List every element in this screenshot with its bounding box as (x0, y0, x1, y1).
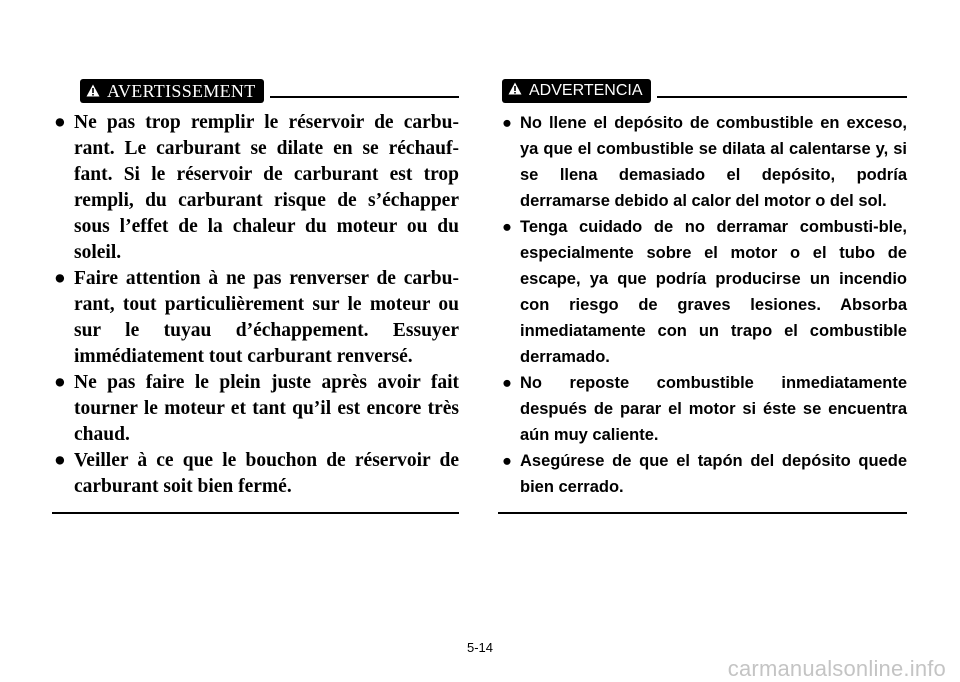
bullet: ● (502, 374, 512, 392)
bullet: ● (502, 114, 512, 132)
warning-badge-french (80, 79, 264, 103)
warning-item-text: Ne pas trop remplir le réservoir de carbu-rant. Le carburant se dilate en se réchauf-fant. Si le réservoir de carburant est trop rempli, du carburant risque de s’échapper sous l’effet de la chaleur du moteur ou du soleil. (74, 112, 459, 263)
warning-item-text: Veiller à ce que le bouchon de réservoir de carburant soit bien fermé. (74, 450, 459, 497)
warning-heading-french: AVERTISSEMENT (107, 80, 256, 101)
warning-item (498, 370, 907, 448)
watermark: carmanualsonline.info (727, 656, 946, 681)
footer-rule (52, 512, 459, 514)
warning-item-text: No llene el depósito de combustible en exceso, ya que el combustible se dilata al calentarse y, si se llena demasiado el depósito, podría derramarse debido al calor del motor o del sol. (520, 114, 907, 210)
warning-item (52, 266, 459, 370)
warning-item-text: Ne pas faire le plein juste après avoir fait tourner le moteur et tant qu’il est encore très chaud. (74, 372, 459, 445)
warning-item (498, 214, 907, 370)
warning-triangle-icon (508, 82, 522, 100)
bullet: ● (54, 112, 66, 133)
warning-item (498, 448, 907, 500)
warning-item-text: Faire attention à ne pas renverser de carbu-rant, tout particulièrement sur le moteur ou sur le tuyau d’échappement. Essuyer immédiatement tout carburant renversé. (74, 268, 459, 367)
warning-item (52, 448, 459, 500)
warning-section-spanish (498, 78, 907, 514)
bullet: ● (54, 372, 66, 393)
warning-header-spanish (498, 78, 907, 104)
warning-heading-spanish: ADVERTENCIA (529, 82, 643, 99)
warning-item (52, 110, 459, 266)
warning-item-text: Asegúrese de que el tapón del depósito quede bien cerrado. (520, 452, 907, 496)
warning-badge-spanish (502, 79, 651, 103)
warning-item-text: No reposte combustible inmediatamente después de parar el motor si éste se encuentra aún muy caliente. (520, 374, 907, 444)
header-rule (270, 96, 460, 98)
bullet: ● (502, 218, 512, 236)
warning-triangle-icon (86, 81, 100, 102)
warning-item (52, 370, 459, 448)
warning-item (498, 110, 907, 214)
warning-section-french (52, 78, 459, 514)
warning-header-french (52, 78, 459, 104)
bullet: ● (54, 268, 66, 289)
page-number: 5-14 (466, 640, 494, 655)
footer-rule (498, 512, 907, 514)
bullet: ● (54, 450, 66, 471)
header-rule (657, 96, 907, 98)
bullet: ● (502, 452, 512, 470)
warning-item-text: Tenga cuidado de no derramar combusti-ble, especialmente sobre el motor o el tubo de escape, ya que podría producirse un incendio con riesgo de graves lesiones. Absorba inmediatamente con un trapo el combustible derramado. (520, 218, 907, 366)
